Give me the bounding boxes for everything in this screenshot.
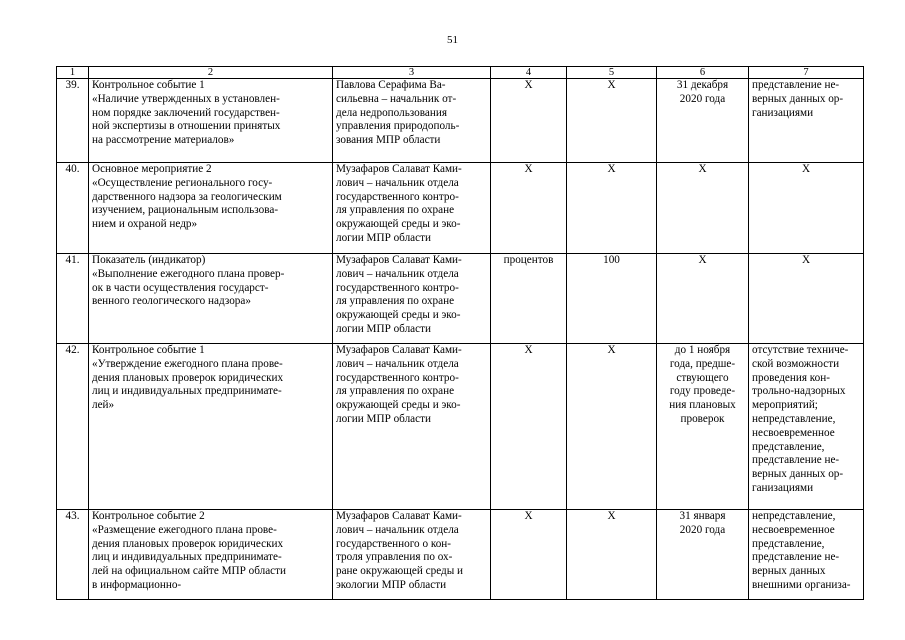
risks-cell: Х <box>749 254 864 344</box>
column-number: 2 <box>89 67 333 79</box>
unit-cell: Х <box>491 163 567 254</box>
responsible-cell: Музафаров Салават Ками- лович – начальник отдела государственного о кон- троля управления по ох- ране окружающей среды и экологии МПР области <box>333 510 491 600</box>
deadline-cell: 31 декабря 2020 года <box>657 79 749 163</box>
value-cell: Х <box>567 510 657 600</box>
event-name-cell: Контрольное событие 2 «Размещение ежегодного плана прове- дения плановых проверок юридических лиц и индивидуальных предпринимате- лей на официальном сайте МПР области в информационно- <box>89 510 333 600</box>
column-number: 3 <box>333 67 491 79</box>
plan-table <box>56 66 864 600</box>
unit-cell: Х <box>491 510 567 600</box>
responsible-cell: Павлова Серафима Ва- сильевна – начальник от- дела недропользования управления природополь- зования МПР области <box>333 79 491 163</box>
unit-cell: Х <box>491 344 567 510</box>
row-number-cell: 41. <box>57 254 89 344</box>
value-cell: Х <box>567 344 657 510</box>
event-name-cell: Основное мероприятие 2 «Осуществление регионального госу- дарственного надзора за геологическим изучением, рациональным использова- нием и охраной недр» <box>89 163 333 254</box>
column-number: 5 <box>567 67 657 79</box>
row-number-cell: 43. <box>57 510 89 600</box>
risks-cell: непредставление, несвоевременное представление, представление не- верных данных внешними организа- <box>749 510 864 600</box>
value-cell: 100 <box>567 254 657 344</box>
risks-cell: Х <box>749 163 864 254</box>
indicator-name-cell: Показатель (индикатор) «Выполнение ежегодного плана провер- ок в части осуществления государст- венного геологического надзора» <box>89 254 333 344</box>
row-number-cell: 42. <box>57 344 89 510</box>
risks-cell: представление не- верных данных ор- ганизациями <box>749 79 864 163</box>
table-row <box>57 163 864 254</box>
event-name-cell: Контрольное событие 1 «Утверждение ежегодного плана прове- дения плановых проверок юридических лиц и индивидуальных предпринимате- лей» <box>89 344 333 510</box>
event-name-cell: Контрольное событие 1 «Наличие утвержденных в установлен- ном порядке заключений государствен- ной экспертизы в отношении принятых на рассмотрение материалов» <box>89 79 333 163</box>
row-number-cell: 40. <box>57 163 89 254</box>
value-cell: Х <box>567 79 657 163</box>
table-row <box>57 79 864 163</box>
column-number: 1 <box>57 67 89 79</box>
deadline-cell: 31 января 2020 года <box>657 510 749 600</box>
column-number: 4 <box>491 67 567 79</box>
table-row <box>57 510 864 600</box>
deadline-cell: Х <box>657 254 749 344</box>
value-cell: Х <box>567 163 657 254</box>
deadline-cell: до 1 ноября года, предше- ствующего году проведе- ния плановых проверок <box>657 344 749 510</box>
column-number: 7 <box>749 67 864 79</box>
deadline-cell: Х <box>657 163 749 254</box>
risks-cell: отсутствие техниче- ской возможности проведения кон- трольно-надзорных мероприятий; непредставление, несвоевременное представление, представление не- верных данных ор- ганизациями <box>749 344 864 510</box>
unit-cell: процентов <box>491 254 567 344</box>
responsible-cell: Музафаров Салават Ками- лович – начальник отдела государственного контро- ля управления по охране окружающей среды и эко- логии МПР области <box>333 254 491 344</box>
column-number-row <box>57 67 864 79</box>
row-number-cell: 39. <box>57 79 89 163</box>
page-number: 51 <box>447 34 458 46</box>
responsible-cell: Музафаров Салават Ками- лович – начальник отдела государственного контро- ля управления по охране окружающей среды и эко- логии МПР области <box>333 344 491 510</box>
unit-cell: Х <box>491 79 567 163</box>
responsible-cell: Музафаров Салават Ками- лович – начальник отдела государственного контро- ля управления по охране окружающей среды и эко- логии МПР области <box>333 163 491 254</box>
table-row <box>57 254 864 344</box>
column-number: 6 <box>657 67 749 79</box>
table-row <box>57 344 864 510</box>
